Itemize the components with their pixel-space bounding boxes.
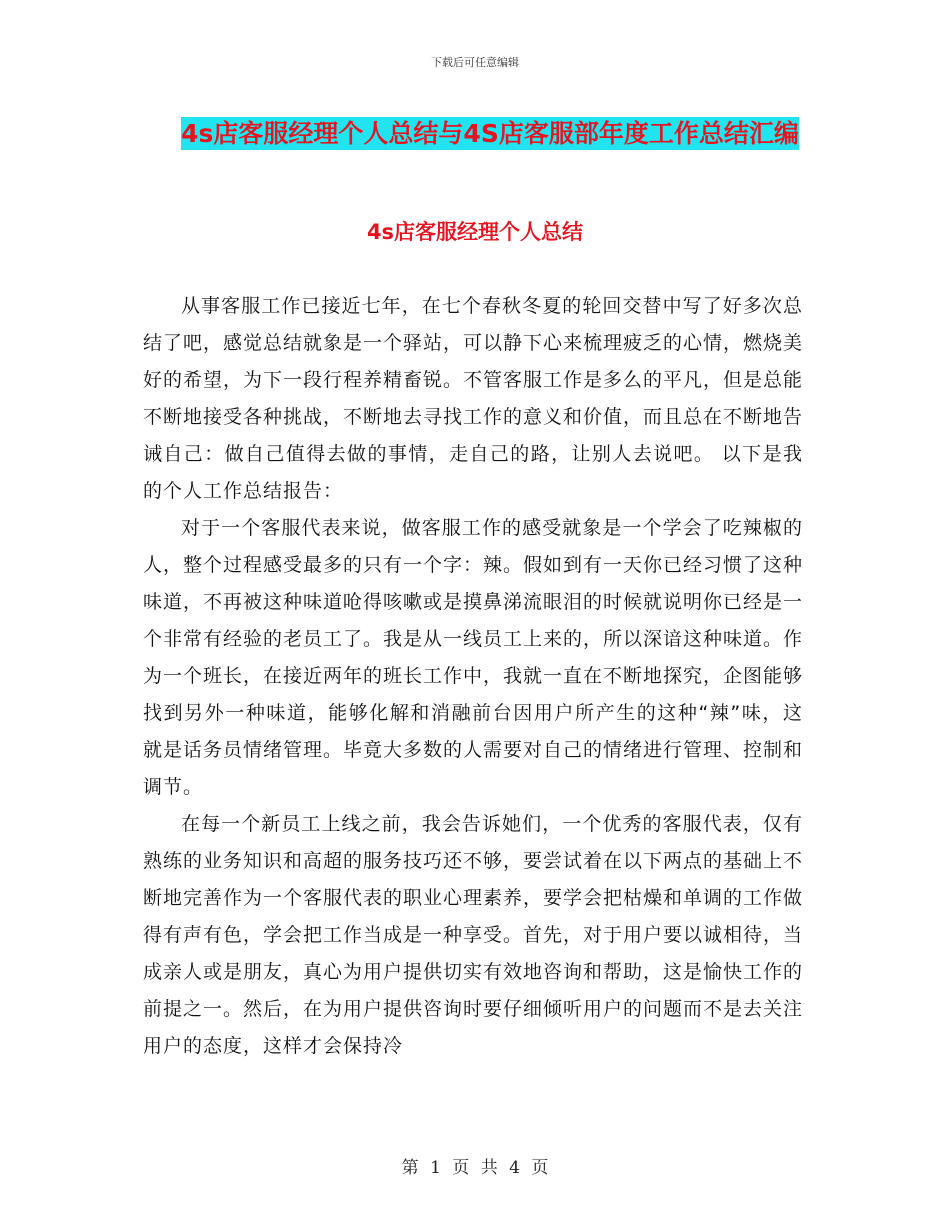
paragraph: 从事客服工作已接近七年，在七个春秋冬夏的轮回交替中写了好多次总结了吧，感觉总结就象是一个驿站，可以静下心来梳理疲乏的心情，燃烧美好的希望，为下一段行程养精畜锐。不管客服工作是多么的平凡，但是总能不断地接受各种挑战，不断地去寻找工作的意义和价值，而且总在不断地告诫自己：做自己值得去做的事情，走自己的路，让别人去说吧。 以下是我的个人工作总结报告： [143,295,804,502]
document-title [150,112,830,156]
document-title-text: 4s店客服经理个人总结与4S店客服部年度工作总结汇编 [181,119,799,148]
paragraph: 对于一个客服代表来说，做客服工作的感受就象是一个学会了吃辣椒的人，整个过程感受最多的只有一个字：辣。假如到有一天你已经习惯了这种味道，不再被这种味道呛得咳嗽或是摸鼻涕流眼泪的时候就说明你已经是一个非常有经验的老员工了。我是从一线员工上来的，所以深谙这种味道。作为一个班长，在接近两年的班长工作中，我就一直在不断地探究，企图能够找到另外一种味道，能够化解和消融前台因用户所产生的这种“辣”味，这就是话务员情绪管理。毕竟大多数的人需要对自己的情绪进行管理、控制和调节。 [143,517,804,798]
page-number: 第 1 页 共 4 页 [401,1158,549,1178]
section-title: 4s店客服经理个人总结 [366,220,584,244]
document-body [143,288,803,1065]
paragraph: 在每一个新员工上线之前，我会告诉她们，一个优秀的客服代表，仅有熟练的业务知识和高超的服务技巧还不够，要尝试着在以下两点的基础上不断地完善作为一个客服代表的职业心理素养，要学会把枯燥和单调的工作做得有声有色，学会把工作当成是一种享受。首先，对于用户要以诚相待，当成亲人或是朋友，真心为用户提供切实有效地咨询和帮助，这是愉快工作的前提之一。然后，在为用户提供咨询时要仔细倾听用户的问题而不是去关注用户的态度，这样才会保持冷 [143,813,804,1057]
page-header-note: 下载后可任意编辑 [431,56,519,69]
